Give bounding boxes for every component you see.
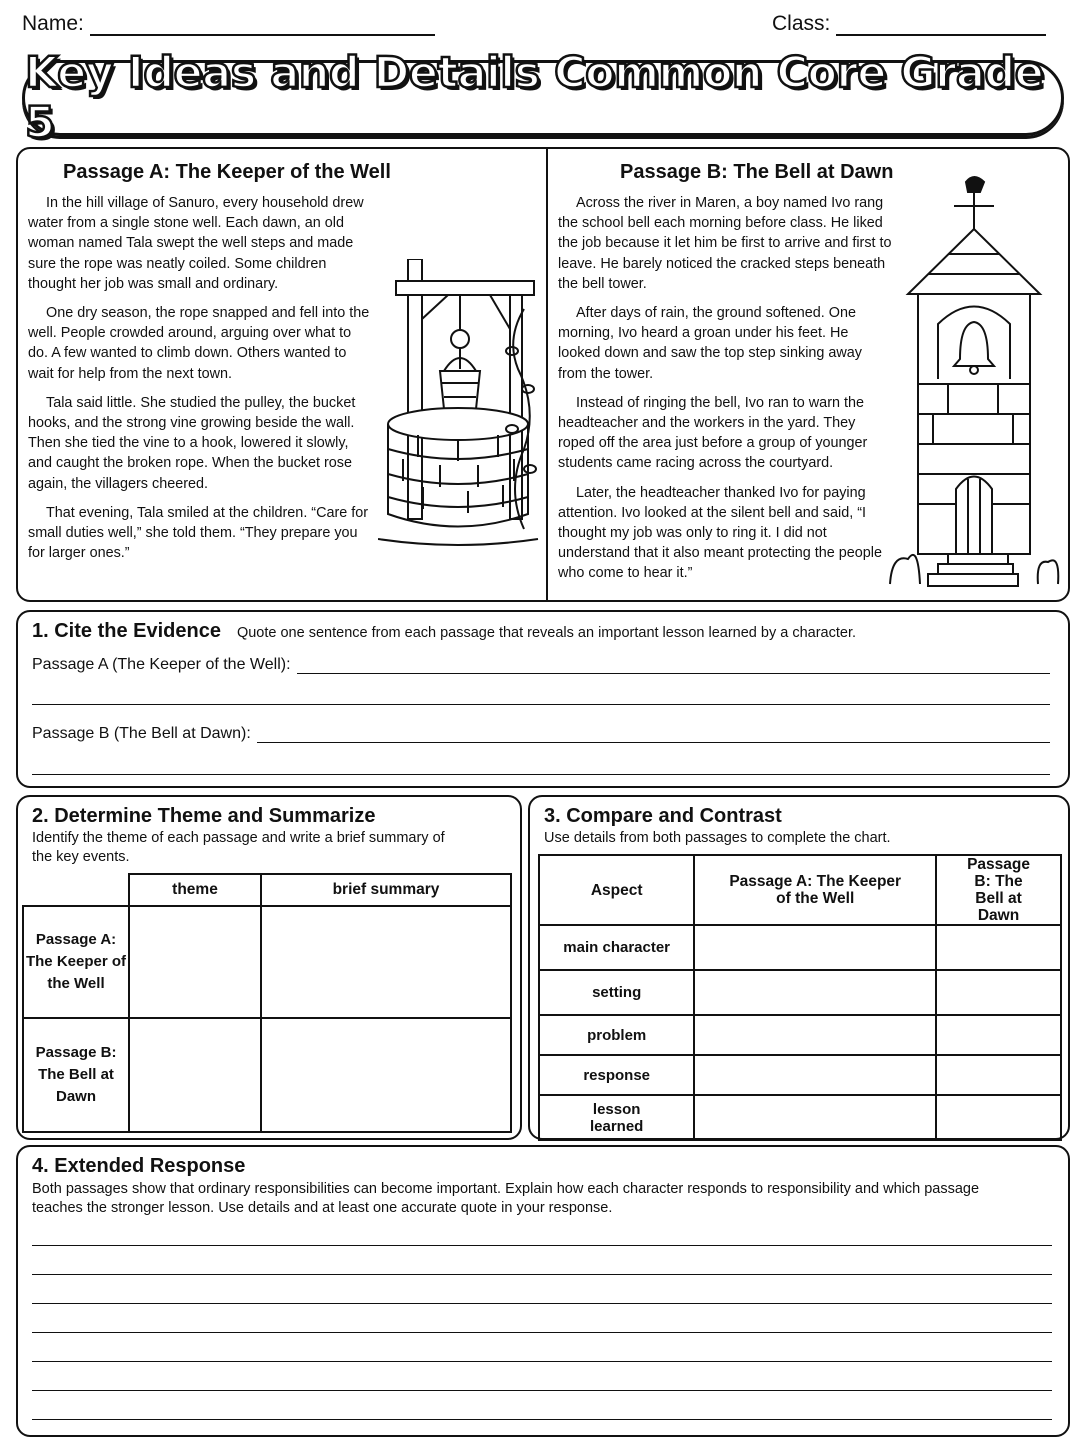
answer-cell[interactable] — [694, 925, 936, 970]
col-header-passage-b: Passage B: The Bell at Dawn — [936, 855, 1061, 925]
q3-instruction: Use details from both passages to complete the chart. — [544, 830, 891, 846]
class-label: Class: — [772, 12, 831, 35]
answer-cell[interactable] — [936, 970, 1061, 1015]
q4-instruction: Both passages show that ordinary responsibilities can become important. Explain how each character responds to responsibility and which passage teaches the stronger lesson. Use details and at least one accurate quote in your response. — [32, 1181, 980, 1216]
name-field[interactable] — [22, 12, 435, 36]
theme-summary-section — [16, 795, 522, 1140]
answer-cell[interactable] — [936, 1015, 1061, 1055]
answer-cell[interactable] — [694, 970, 936, 1015]
compare-contrast-section — [528, 795, 1070, 1140]
answer-line[interactable] — [32, 1303, 1052, 1304]
passage-b-text — [558, 193, 894, 584]
answer-line[interactable] — [257, 726, 1050, 743]
table-row — [539, 970, 1061, 1015]
cite-evidence-section — [16, 610, 1070, 788]
row-header-lesson-learned: lesson learned — [539, 1095, 694, 1140]
passage-a-paragraph: Tala said little. She studied the pulley, the bucket hooks, and the strong vine growing beside the wall. Then she tied the vine to a hook, lowered it slowly, and caught the broken rope. When the bucket rose again, the villagers cheered. — [28, 394, 356, 492]
compare-contrast-table — [538, 854, 1062, 1141]
q2-instruction: Identify the theme of each passage and write a brief summary of the key events. — [32, 830, 445, 865]
passage-a-title: Passage A: The Keeper of the Well — [63, 161, 391, 183]
answer-line[interactable] — [32, 1245, 1052, 1246]
passage-b-paragraph: Across the river in Maren, a boy named Ivo rang the school bell each morning before class. He liked the job because it let him be first to arrive and first to leave. He barely noticed the cracked steps beneath the bell tower. — [558, 195, 892, 292]
col-header-passage-a: Passage A: The Keeper of the Well — [694, 855, 936, 925]
table-row — [539, 1015, 1061, 1055]
passage-a-paragraph: In the hill village of Sanuro, every household drew water from a single stone well. Each dawn, an old woman named Tala swept the well steps and made sure the rope was neatly coiled. Some children thought her job was small and ordinary. — [28, 195, 364, 292]
q2-heading: 2. Determine Theme and Summarize — [32, 805, 376, 827]
table-row — [539, 925, 1061, 970]
class-field[interactable] — [772, 12, 1046, 36]
table-row — [23, 906, 511, 1018]
bell-tower-illustration — [888, 174, 1060, 589]
title-banner — [22, 48, 1064, 148]
passage-a-paragraph: That evening, Tala smiled at the children. “Care for small duties well,” she told them. “They prepare you for larger ones.” — [28, 504, 369, 562]
row-header-passage-a: Passage A: The Keeper of the Well — [23, 906, 129, 1018]
answer-cell[interactable] — [936, 1055, 1061, 1095]
col-header-theme: theme — [129, 874, 261, 906]
table-row — [539, 1055, 1061, 1095]
answer-line[interactable] — [32, 704, 1050, 705]
name-label: Name: — [22, 12, 84, 35]
passage-b — [558, 149, 1063, 600]
answer-line[interactable] — [32, 1361, 1052, 1362]
q1-passage-a-field[interactable] — [32, 656, 1050, 674]
theme-summary-table — [22, 873, 512, 1133]
answer-cell[interactable] — [936, 1095, 1061, 1140]
q1-passage-b-field[interactable] — [32, 725, 1050, 743]
table-row — [23, 1018, 511, 1132]
summary-cell-a[interactable] — [261, 906, 511, 1018]
answer-line[interactable] — [297, 657, 1050, 674]
answer-line[interactable] — [32, 1332, 1052, 1333]
answer-cell[interactable] — [694, 1015, 936, 1055]
answer-line[interactable] — [32, 1419, 1052, 1420]
q4-heading: 4. Extended Response — [32, 1155, 246, 1177]
answer-cell[interactable] — [694, 1055, 936, 1095]
passage-divider — [546, 149, 548, 600]
extended-response-section — [16, 1145, 1070, 1437]
row-header-main-character: main character — [539, 925, 694, 970]
class-line[interactable] — [836, 12, 1046, 36]
row-header-problem: problem — [539, 1015, 694, 1055]
col-header-summary: brief summary — [261, 874, 511, 906]
passage-a — [28, 149, 538, 600]
passage-b-paragraph: After days of rain, the ground softened. One morning, Ivo heard a groan under his feet. He looked down and saw the top step sinking away from the tower. — [558, 305, 862, 382]
well-illustration — [378, 259, 540, 559]
col-header-aspect: Aspect — [539, 855, 694, 925]
q1-passage-b-label: Passage B (The Bell at Dawn): — [32, 725, 251, 742]
table-row — [539, 1095, 1061, 1140]
answer-cell[interactable] — [936, 925, 1061, 970]
q1-instruction: Quote one sentence from each passage that reveals an important lesson learned by a character. — [236, 625, 857, 641]
q3-heading: 3. Compare and Contrast — [544, 805, 782, 827]
row-header-response: response — [539, 1055, 694, 1095]
theme-cell-b[interactable] — [129, 1018, 261, 1132]
summary-cell-b[interactable] — [261, 1018, 511, 1132]
row-header-setting: setting — [539, 970, 694, 1015]
table-corner — [23, 874, 129, 906]
passage-b-paragraph: Instead of ringing the bell, Ivo ran to warn the headteacher and the workers in the yard. They roped off the area just before a group of younger students came racing across the courtyard. — [558, 394, 868, 472]
passage-b-title: Passage B: The Bell at Dawn — [620, 161, 894, 183]
passage-a-paragraph: One dry season, the rope snapped and fell into the well. People crowded around, arguing over what to do. A few wanted to climb down. Others wanted to wait for help from the next town. — [28, 305, 370, 382]
answer-cell[interactable] — [694, 1095, 936, 1140]
q1-passage-a-label: Passage A (The Keeper of the Well): — [32, 656, 291, 673]
worksheet-title: Key Ideas and Details Common Core Grade 5 — [25, 48, 1044, 148]
passage-b-paragraph: Later, the headteacher thanked Ivo for paying attention. Ivo looked at the silent bell and said, “I thought my job was only to ring it. I did not understand that it also meant protecting the people who come to hear it.” — [558, 484, 883, 582]
row-header-passage-b: Passage B: The Bell at Dawn — [23, 1018, 129, 1132]
answer-line[interactable] — [32, 1274, 1052, 1275]
q1-heading: 1. Cite the Evidence — [32, 620, 221, 642]
passage-a-text — [28, 193, 373, 563]
name-line[interactable] — [90, 12, 435, 36]
theme-cell-a[interactable] — [129, 906, 261, 1018]
answer-line[interactable] — [32, 774, 1050, 775]
answer-line[interactable] — [32, 1390, 1052, 1391]
passages-box — [16, 147, 1070, 602]
